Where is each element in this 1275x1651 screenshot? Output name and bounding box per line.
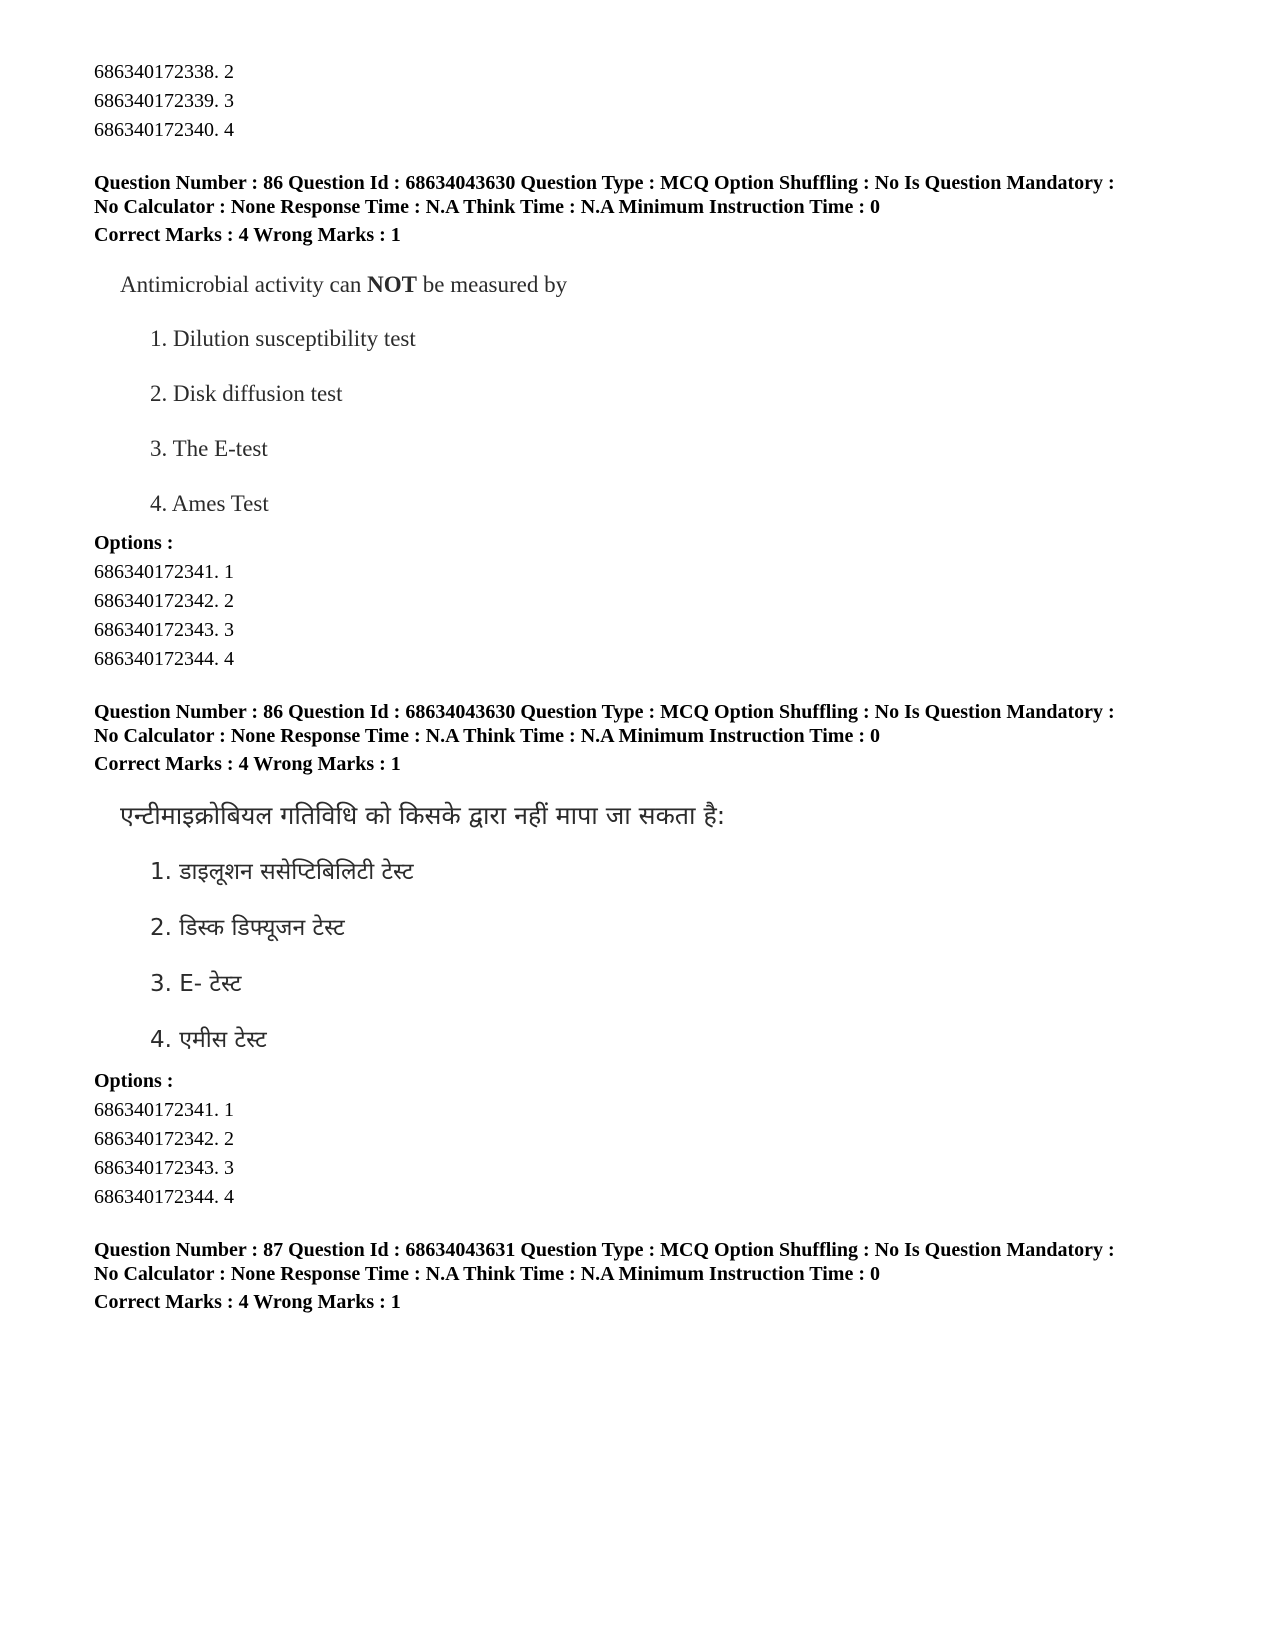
document-page bbox=[94, 58, 1194, 1317]
stem-text-post: be measured by bbox=[417, 272, 568, 297]
question-marks: Correct Marks : 4 Wrong Marks : 1 bbox=[94, 224, 401, 246]
question-block-86-english bbox=[94, 171, 1194, 674]
option-line: 686340172341. 1 bbox=[94, 1099, 234, 1121]
question-marks: Correct Marks : 4 Wrong Marks : 1 bbox=[94, 1291, 401, 1313]
previous-options-list bbox=[94, 58, 1194, 145]
question-header-line1: Question Number : 86 Question Id : 68634043630 Question Type : MCQ Option Shuffling : No Is Question Mandatory : bbox=[94, 701, 1115, 723]
question-image bbox=[120, 799, 1194, 1057]
question-choice: 1. Dilution susceptibility test bbox=[150, 326, 416, 351]
option-line: 686340172342. 2 bbox=[94, 1128, 234, 1150]
question-header-line1: Question Number : 86 Question Id : 68634043630 Question Type : MCQ Option Shuffling : No Is Question Mandatory : bbox=[94, 172, 1115, 194]
question-image bbox=[120, 270, 1194, 519]
question-choice: 1. डाइलूशन ससेप्टिबिलिटी टेस्ट bbox=[150, 859, 414, 885]
option-line: 686340172342. 2 bbox=[94, 590, 234, 612]
options-label: Options : bbox=[94, 1070, 174, 1092]
question-marks: Correct Marks : 4 Wrong Marks : 1 bbox=[94, 753, 401, 775]
stem-text-bold: NOT bbox=[367, 272, 418, 297]
option-line: 686340172344. 4 bbox=[94, 1186, 234, 1208]
question-header-line2: No Calculator : None Response Time : N.A Think Time : N.A Minimum Instruction Time : 0 bbox=[94, 1263, 880, 1285]
question-block-87 bbox=[94, 1238, 1194, 1317]
options-label: Options : bbox=[94, 532, 174, 554]
question-choice: 3. E- टेस्ट bbox=[150, 971, 242, 997]
question-stem bbox=[120, 270, 1194, 300]
question-header-line2: No Calculator : None Response Time : N.A Think Time : N.A Minimum Instruction Time : 0 bbox=[94, 725, 880, 747]
option-line: 686340172343. 3 bbox=[94, 619, 234, 641]
option-line: 686340172343. 3 bbox=[94, 1157, 234, 1179]
question-choice: 4. एमीस टेस्ट bbox=[150, 1027, 267, 1053]
question-choice: 2. Disk diffusion test bbox=[150, 381, 343, 406]
question-choice: 4. Ames Test bbox=[150, 491, 269, 516]
option-line: 686340172344. 4 bbox=[94, 648, 234, 670]
option-line: 686340172341. 1 bbox=[94, 561, 234, 583]
option-line: 686340172338. 2 bbox=[94, 61, 234, 83]
stem-text-pre: Antimicrobial activity can bbox=[120, 272, 368, 297]
question-choice: 3. The E-test bbox=[150, 436, 268, 461]
question-header-line1: Question Number : 87 Question Id : 68634043631 Question Type : MCQ Option Shuffling : No Is Question Mandatory : bbox=[94, 1239, 1115, 1261]
option-line: 686340172339. 3 bbox=[94, 90, 234, 112]
question-choice: 2. डिस्क डिफ्यूजन टेस्ट bbox=[150, 915, 345, 941]
question-header-line2: No Calculator : None Response Time : N.A Think Time : N.A Minimum Instruction Time : 0 bbox=[94, 196, 880, 218]
question-block-86-hindi bbox=[94, 700, 1194, 1212]
option-line: 686340172340. 4 bbox=[94, 119, 234, 141]
question-stem: एन्टीमाइक्रोबियल गतिविधि को किसके द्वारा नहीं मापा जा सकता है: bbox=[120, 801, 726, 830]
